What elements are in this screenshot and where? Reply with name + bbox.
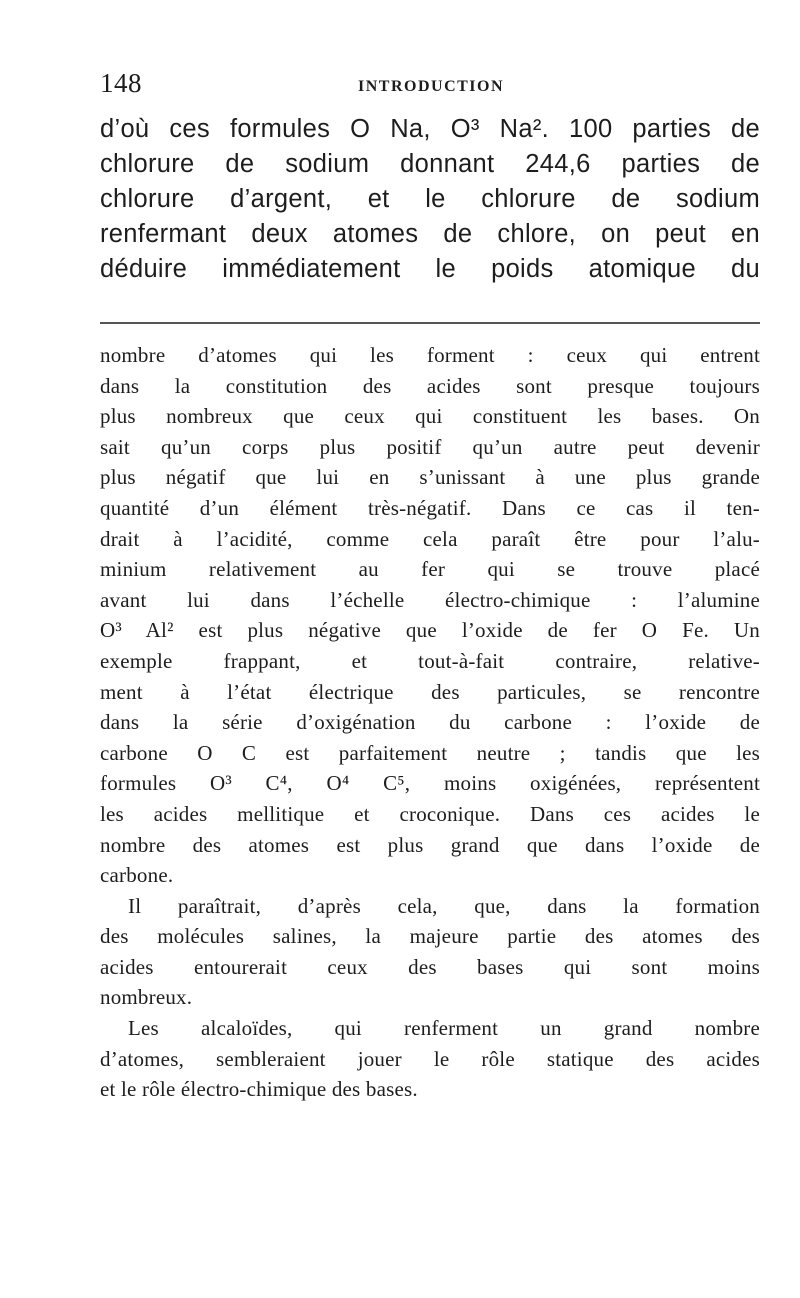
note-text-line: d’atomes, sembleraient jouer le rôle statique des acides — [100, 1046, 760, 1071]
note-text-line: ment à l’état électrique des particules, se rencontre — [100, 679, 760, 704]
continued-note-text — [100, 340, 760, 1105]
main-text-line: chlorure de sodium donnant 244,6 parties de — [100, 150, 760, 178]
main-text-line: renfermant deux atomes de chlore, on peut en — [100, 220, 760, 248]
note-text-line: dans la constitution des acides sont presque toujours — [100, 373, 760, 398]
note-text-line: avant lui dans l’échelle électro-chimique : l’alumine — [100, 587, 760, 612]
separator-rule — [100, 322, 760, 324]
note-text-line: plus nombreux que ceux qui constituent les bases. On — [100, 404, 760, 429]
note-text-line: drait à l’acidité, comme cela paraît être pour l’alu- — [100, 526, 760, 551]
note-text-line: dans la série d’oxigénation du carbone : l’oxide de — [100, 710, 760, 735]
main-text-line: déduire immédiatement le poids atomique du — [100, 255, 760, 283]
running-head: INTRODUCTION — [358, 78, 505, 95]
note-text-line: quantité d’un élément très-négatif. Dans ce cas il ten- — [100, 495, 760, 520]
page-number: 148 — [100, 68, 142, 98]
note-text-line: Les alcaloïdes, qui renferment un grand nombre — [128, 1016, 760, 1041]
main-text — [100, 112, 760, 287]
note-text-line: carbone. — [100, 863, 174, 888]
note-text-line: carbone O C est parfaitement neutre ; tandis que les — [100, 740, 760, 765]
note-text-line: nombreux. — [100, 985, 193, 1010]
note-text-line: exemple frappant, et tout-à-fait contraire, relative- — [100, 648, 760, 673]
note-text-line: O³ Al² est plus négative que l’oxide de fer O Fe. Un — [100, 618, 760, 643]
page-header — [100, 68, 760, 108]
note-text-line: nombre des atomes est plus grand que dans l’oxide de — [100, 832, 760, 857]
note-text-line: nombre d’atomes qui les forment : ceux qui entrent — [100, 343, 760, 367]
note-text-line: les acides mellitique et croconique. Dans ces acides le — [100, 801, 760, 826]
note-text-line: minium relativement au fer qui se trouve placé — [100, 557, 760, 582]
note-text-line: Il paraîtrait, d’après cela, que, dans la formation — [128, 893, 760, 918]
note-text-line: plus négatif que lui en s’unissant à une plus grande — [100, 465, 760, 490]
note-text-line: sait qu’un corps plus positif qu’un autre peut devenir — [100, 434, 760, 459]
main-text-line: chlorure d’argent, et le chlorure de sodium — [100, 185, 760, 213]
main-text-line: d’où ces formules O Na, O³ Na². 100 parties de — [100, 115, 760, 143]
note-text-line: et le rôle électro-chimique des bases. — [100, 1077, 418, 1102]
note-text-line: des molécules salines, la majeure partie des atomes des — [100, 924, 760, 949]
note-text-line: acides entourerait ceux des bases qui sont moins — [100, 954, 760, 979]
note-text-line: formules O³ C⁴, O⁴ C⁵, moins oxigénées, représentent — [100, 771, 760, 796]
